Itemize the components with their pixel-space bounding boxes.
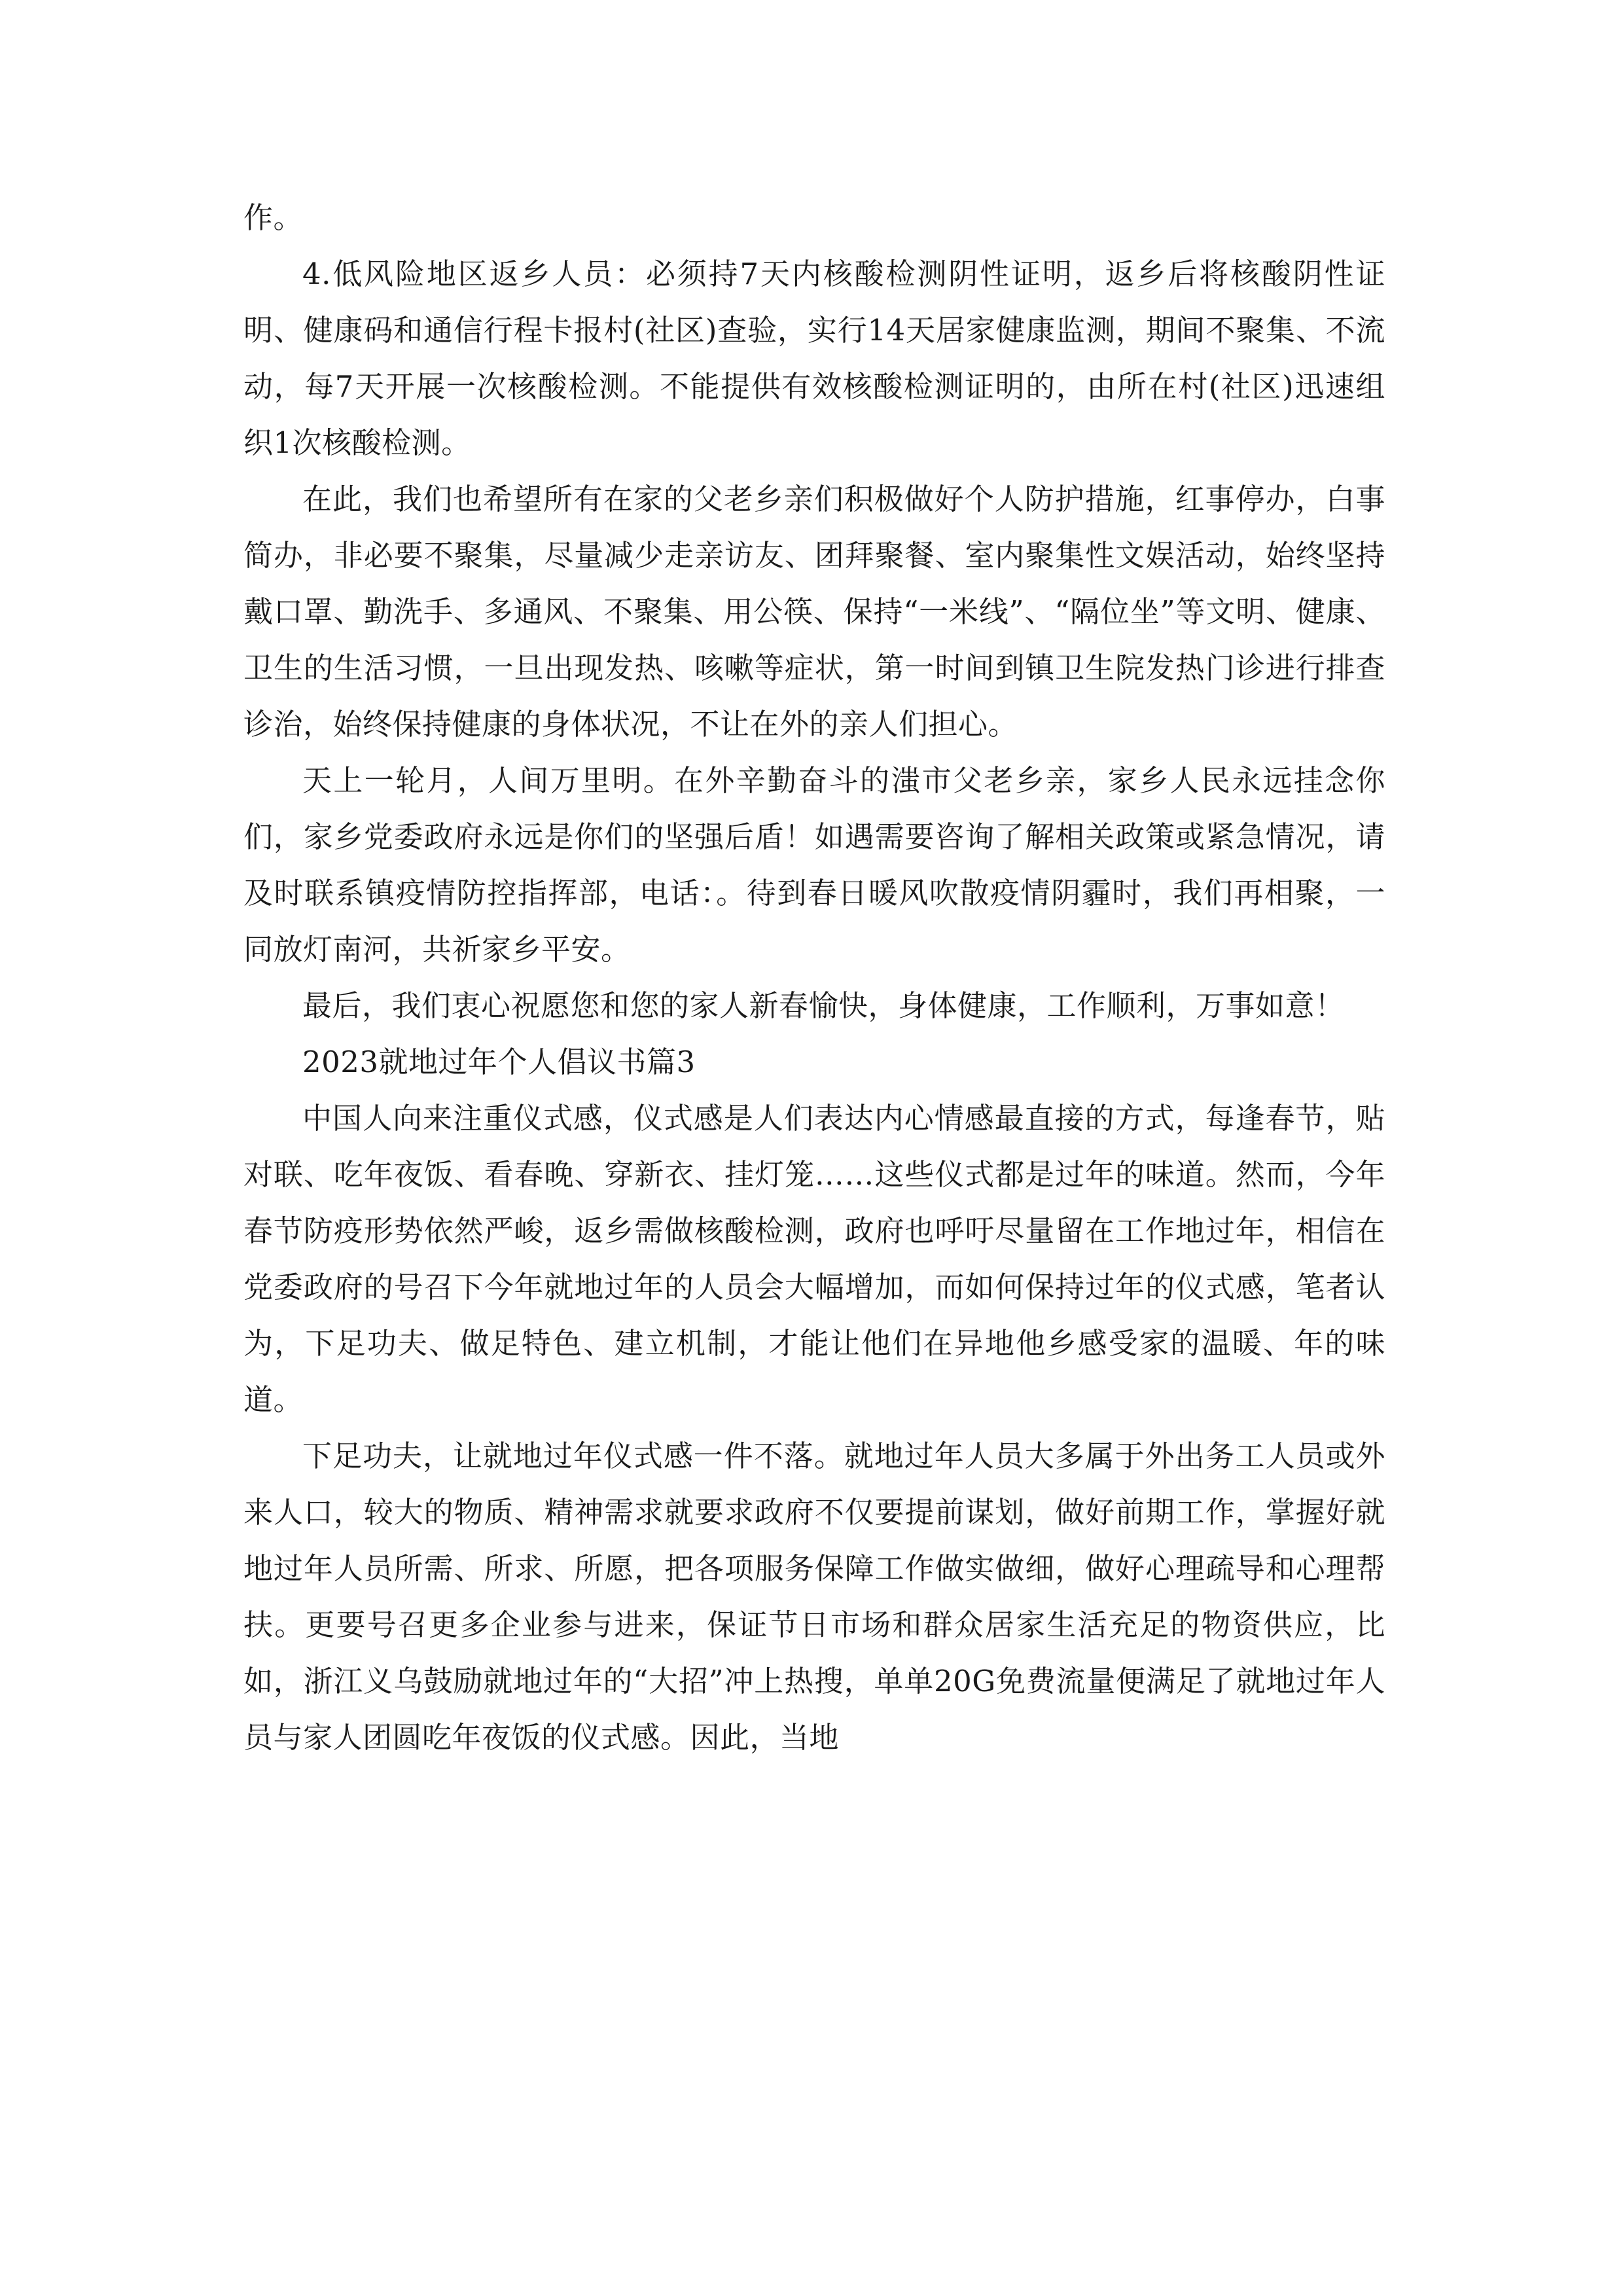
section-heading: 2023就地过年个人倡议书篇3	[302, 1045, 696, 1079]
paragraph: 最后，我们衷心祝愿您和您的家人新春愉快，身体健康，工作顺利，万事如意！	[302, 988, 1345, 1023]
document-page	[243, 190, 1385, 1766]
paragraph: 在此，我们也希望所有在家的父老乡亲们积极做好个人防护措施，红事停办，白事简办，非必要不聚集，尽量减少走亲访友、团拜聚餐、室内聚集性文娱活动，始终坚持戴口罩、勤洗手、多通风、不聚集、用公筷、保持“一米线”、“隔位坐”等文明、健康、卫生的生活习惯，一旦出现发热、咳嗽等症状，第一时间到镇卫生院发热门诊进行排查诊治，始终保持健康的身体状况，不让在外的亲人们担心。	[243, 482, 1385, 742]
paragraph: 4.低风险地区返乡人员：必须持7天内核酸检测阴性证明，返乡后将核酸阴性证明、健康码和通信行程卡报村(社区)查验，实行14天居家健康监测，期间不聚集、不流动，每7天开展一次核酸检测。不能提供有效核酸检测证明的，由所在村(社区)迅速组织1次核酸检测。	[243, 257, 1385, 460]
paragraph: 下足功夫，让就地过年仪式感一件不落。就地过年人员大多属于外出务工人员或外来人口，较大的物质、精神需求就要求政府不仅要提前谋划，做好前期工作，掌握好就地过年人员所需、所求、所愿，把各项服务保障工作做实做细，做好心理疏导和心理帮扶。更要号召更多企业参与进来，保证节日市场和群众居家生活充足的物资供应，比如，浙江义乌鼓励就地过年的“大招”冲上热搜，单单20G免费流量便满足了就地过年人员与家人团圆吃年夜饭的仪式感。因此，当地	[243, 1439, 1385, 1755]
paragraph: 天上一轮月，人间万里明。在外辛勤奋斗的滍市父老乡亲，家乡人民永远挂念你们，家乡党委政府永远是你们的坚强后盾！如遇需要咨询了解相关政策或紧急情况，请及时联系镇疫情防控指挥部，电话：。待到春日暖风吹散疫情阴霾时，我们再相聚，一同放灯南河，共祈家乡平安。	[243, 763, 1385, 967]
paragraph: 作。	[243, 200, 304, 235]
paragraph: 中国人向来注重仪式感，仪式感是人们表达内心情感最直接的方式，每逢春节，贴对联、吃年夜饭、看春晚、穿新衣、挂灯笼……这些仪式都是过年的味道。然而，今年春节防疫形势依然严峻，返乡需做核酸检测，政府也呼吁尽量留在工作地过年，相信在党委政府的号召下今年就地过年的人员会大幅增加，而如何保持过年的仪式感，笔者认为，下足功夫、做足特色、建立机制，才能让他们在异地他乡感受家的温暖、年的味道。	[243, 1101, 1385, 1417]
